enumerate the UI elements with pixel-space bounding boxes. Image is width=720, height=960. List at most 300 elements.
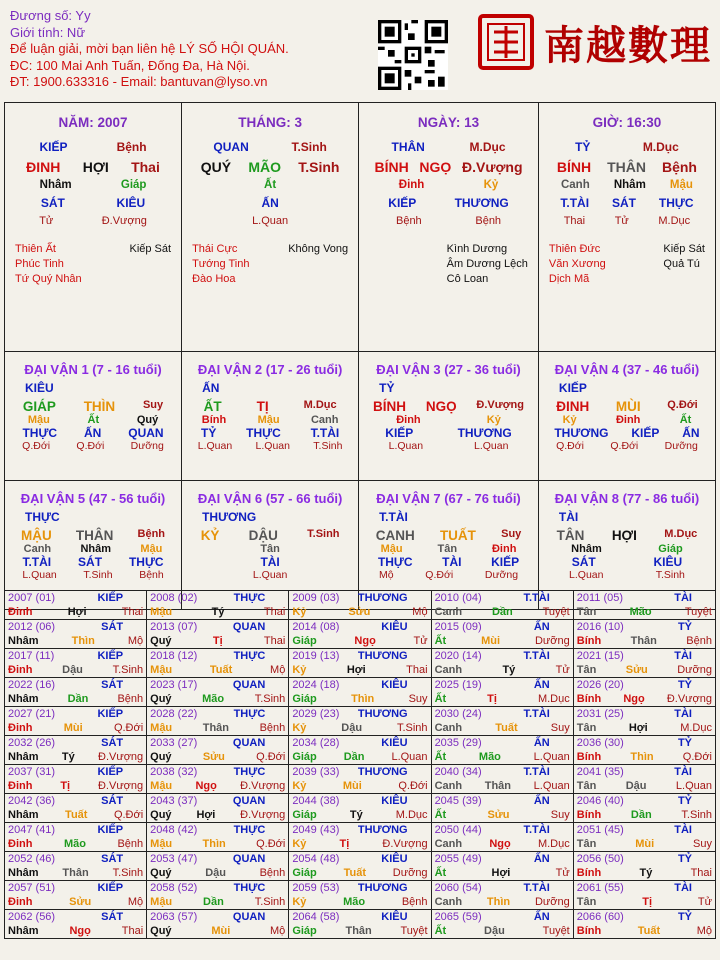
- year-god: THƯƠNG: [357, 824, 408, 836]
- year-god: KIẾP: [97, 824, 124, 836]
- year-branch: Mùi: [211, 925, 231, 937]
- year-god: THƯƠNG: [357, 708, 408, 720]
- year-label: 2011 (05): [576, 592, 624, 604]
- year-label: 2017 (11): [8, 650, 55, 662]
- dai-van-4: [538, 352, 715, 481]
- year-cell: [431, 707, 573, 736]
- pillar-hidden: [539, 176, 715, 194]
- owner-name: Đương số: Yy: [10, 8, 91, 23]
- year-line-1: [577, 910, 712, 924]
- year-stem: Kỷ: [292, 780, 307, 792]
- year-cell: [573, 707, 715, 736]
- year-god: TỶ: [677, 795, 692, 807]
- year-stage: T.Sinh: [112, 867, 144, 879]
- dai-van-can-chi: [539, 399, 715, 414]
- pillar-stages-cell: L.Quan: [252, 215, 289, 227]
- pillar-0: [5, 103, 182, 352]
- year-label: 2039 (33): [292, 766, 340, 778]
- year-god: SÁT: [101, 853, 124, 865]
- pillar-hidden-cell: Nhâm: [613, 179, 646, 191]
- dai-van-hidden: [359, 543, 538, 555]
- year-cell: [431, 678, 573, 707]
- year-cell: [573, 736, 715, 765]
- pillar-hidden-gods: [539, 194, 715, 212]
- year-branch: Ngọ: [354, 635, 376, 647]
- year-god: KIẾP: [97, 882, 124, 894]
- year-label: 2022 (16): [8, 679, 56, 691]
- pillar-can-chi-cell: NGỌ: [419, 159, 452, 175]
- year-label: 2065 (59): [434, 911, 482, 923]
- year-stage: M.Dục: [395, 809, 428, 821]
- year-stem: Bính: [576, 809, 602, 821]
- year-stage: Thai: [121, 925, 144, 937]
- gender: Giới tính: Nữ: [10, 24, 86, 40]
- year-stage: Bệnh: [117, 838, 144, 850]
- year-stem: Nhâm: [8, 751, 39, 763]
- year-label: 2025 (19): [434, 679, 482, 691]
- year-label: 2023 (17): [150, 679, 198, 691]
- pillar-hidden-cell: Mậu: [669, 179, 693, 191]
- hidden-stem: Tân: [260, 543, 280, 555]
- year-line-1: [435, 823, 570, 837]
- can: KỶ: [200, 528, 220, 543]
- pillar-hidden-cell: Ất: [264, 179, 277, 191]
- pillar-can-chi-cell: THÂN: [607, 159, 646, 175]
- year-cell: [147, 823, 289, 852]
- year-god: THỰC: [233, 824, 266, 836]
- year-stage: Q.Đới: [113, 809, 144, 821]
- year-god: T.TÀI: [523, 592, 550, 604]
- year-line-1: [577, 678, 712, 692]
- year-god: KIÊU: [381, 621, 408, 633]
- year-stem: Mậu: [150, 722, 173, 734]
- year-line-2: [577, 605, 712, 619]
- pillar-hidden-cell: Canh: [560, 179, 590, 191]
- pillar-stages: [182, 212, 358, 230]
- year-cell: [573, 765, 715, 794]
- year-label: 2021 (15): [576, 650, 624, 662]
- dai-van-1: [5, 352, 182, 481]
- year-line-2: [435, 721, 570, 735]
- year-god: KIẾP: [97, 766, 124, 778]
- pillar-stages-cell: Đ.Vượng: [101, 215, 147, 227]
- year-line-2: [577, 924, 712, 938]
- year-cell: [147, 794, 289, 823]
- stage: Q.Đới: [76, 440, 105, 452]
- dai-van-hidden: [359, 414, 538, 426]
- year-branch: Tý: [349, 809, 363, 821]
- pillar-top: [182, 138, 358, 156]
- year-line-1: [8, 649, 143, 663]
- dai-van-can-chi: [5, 399, 181, 414]
- year-line-2: [577, 895, 712, 909]
- year-god: ẤN: [533, 737, 550, 749]
- year-line-1: [150, 881, 285, 895]
- year-branch: Hợi: [491, 867, 511, 879]
- pillar-hidden-cell: Giáp: [120, 179, 147, 191]
- year-stage: Thai: [263, 635, 286, 647]
- year-line-2: [577, 779, 712, 793]
- hidden-stem: Quý: [136, 414, 159, 426]
- year-stem: Nhâm: [8, 693, 39, 705]
- annual-luck-table: [4, 590, 716, 939]
- dai-van-hidden: [182, 543, 358, 555]
- stars-left: [192, 242, 249, 287]
- year-line-2: [8, 750, 143, 764]
- year-line-1: [577, 591, 712, 605]
- year-label: 2027 (21): [8, 708, 56, 720]
- year-line-2: [8, 837, 143, 851]
- year-line-2: [150, 750, 285, 764]
- year-god: TÀI: [674, 650, 692, 662]
- year-branch: Tị: [60, 780, 71, 792]
- dai-van-gods: [359, 426, 538, 440]
- year-branch: Dần: [630, 809, 652, 821]
- year-branch: Hợi: [67, 606, 87, 618]
- dai-van-title: ĐẠI VẬN 1 (7 - 16 tuổi): [24, 362, 162, 377]
- star: Đào Hoa: [192, 273, 236, 285]
- pillar-hidden-cell: Kỷ: [483, 179, 499, 191]
- qr-code-icon[interactable]: [378, 20, 448, 90]
- year-line-1: [577, 649, 712, 663]
- year-branch: Hợi: [196, 809, 216, 821]
- year-branch: Tuất: [209, 664, 233, 676]
- pillar-can-chi-cell: BÍNH: [556, 159, 592, 175]
- pillar-stars: [539, 230, 715, 287]
- can: ẤT: [203, 399, 222, 414]
- year-god: TÀI: [674, 766, 692, 778]
- year-line-2: [8, 895, 143, 909]
- year-line-2: [292, 808, 427, 822]
- year-cell: [573, 649, 715, 678]
- year-cell: [289, 823, 431, 852]
- year-stage: T.Sinh: [396, 722, 428, 734]
- pillar-hidden-gods-cell: ẤN: [261, 196, 279, 210]
- star: Kiếp Sát: [663, 243, 705, 255]
- year-stage: Mộ: [270, 925, 286, 937]
- year-cell: [431, 649, 573, 678]
- dai-van-title: ĐẠI VẬN 4 (37 - 46 tuổi): [554, 362, 700, 377]
- year-stem: Đinh: [8, 838, 33, 850]
- hidden-stem: Mậu: [380, 543, 403, 555]
- year-stem: Kỷ: [292, 722, 307, 734]
- year-branch: Dần: [491, 606, 513, 618]
- stage: Q.Đới: [425, 569, 454, 581]
- year-line-1: [292, 910, 427, 924]
- year-god: KIÊU: [381, 853, 408, 865]
- year-stem: Tân: [576, 896, 597, 908]
- year-god: TỶ: [677, 621, 692, 633]
- year-cell: [147, 649, 289, 678]
- year-cell: [289, 649, 431, 678]
- stars-right: [288, 242, 348, 287]
- year-line-1: [435, 678, 570, 692]
- dai-van-title: ĐẠI VẬN 5 (47 - 56 tuổi): [20, 491, 166, 506]
- year-label: 2032 (26): [8, 737, 56, 749]
- year-stem: Canh: [434, 896, 463, 908]
- year-cell: [5, 765, 147, 794]
- hidden-god: KIẾP: [385, 426, 414, 440]
- pillar-hidden: [182, 176, 358, 194]
- year-stage: Mộ: [127, 635, 144, 647]
- pillar-hidden-cell: Nhâm: [39, 179, 72, 191]
- dai-van-stages: [359, 569, 538, 581]
- year-cell: [147, 765, 289, 794]
- dai-van-gods: [5, 426, 181, 440]
- year-god: KIẾP: [97, 592, 124, 604]
- hidden-stem: Mậu: [257, 414, 280, 426]
- pillar-title: GIỜ: 16:30: [592, 115, 662, 130]
- year-label: 2019 (13): [292, 650, 340, 662]
- year-stem: Tân: [576, 780, 597, 792]
- year-line-2: [577, 750, 712, 764]
- year-god: TÀI: [674, 592, 692, 604]
- year-line-2: [150, 808, 285, 822]
- year-label: 2026 (20): [576, 679, 624, 691]
- year-label: 2020 (14): [434, 650, 482, 662]
- year-line-1: [8, 852, 143, 866]
- pillar-box: [182, 115, 358, 351]
- year-label: 2051 (45): [576, 824, 624, 836]
- year-god: TÀI: [674, 708, 692, 720]
- year-cell: [289, 736, 431, 765]
- year-god: THƯƠNG: [357, 882, 408, 894]
- year-cell: [289, 765, 431, 794]
- year-label: 2046 (40): [576, 795, 624, 807]
- stage: Suy: [501, 528, 522, 540]
- pillar-stages: [539, 212, 715, 230]
- year-line-1: [577, 620, 712, 634]
- year-stem: Giáp: [292, 809, 317, 821]
- year-god: T.TÀI: [523, 650, 550, 662]
- year-stage: L.Quan: [391, 751, 428, 763]
- year-stage: Tuyệt: [684, 606, 712, 618]
- year-stage: T.Sinh: [681, 809, 712, 821]
- hidden-god: SÁT: [571, 555, 596, 569]
- can: CANH: [375, 528, 415, 543]
- star: Dịch Mã: [548, 273, 590, 285]
- year-stage: Bệnh: [259, 722, 286, 734]
- hidden-god: THỰC: [128, 555, 164, 569]
- stage: L.Quan: [388, 440, 424, 452]
- year-stem: Nhâm: [8, 635, 39, 647]
- year-cell: [147, 881, 289, 910]
- pillar-hidden: [359, 176, 538, 194]
- pillar-hidden-gods: [182, 194, 358, 212]
- year-stage: Tuyệt: [542, 925, 570, 937]
- year-branch: Thân: [202, 722, 230, 734]
- stage: Bệnh: [137, 528, 166, 540]
- dai-van-title: ĐẠI VẬN 3 (27 - 36 tuổi): [376, 362, 521, 377]
- year-stage: Đ.Vượng: [240, 780, 286, 792]
- pillar-hidden-gods: [359, 194, 538, 212]
- hidden-god: ẤN: [84, 426, 102, 440]
- year-stage: T.Sinh: [254, 896, 286, 908]
- hidden-stem: Giáp: [658, 543, 683, 555]
- year-stage: Dưỡng: [392, 867, 428, 879]
- dai-van-title: ĐẠI VẬN 8 (77 - 86 tuổi): [554, 491, 700, 506]
- hidden-stem: Canh: [310, 414, 339, 426]
- year-branch: Thân: [484, 780, 511, 792]
- year-line-1: [292, 794, 427, 808]
- pillar-hidden-gods-cell: THỰC: [658, 196, 694, 210]
- year-branch: Dậu: [205, 867, 226, 879]
- year-cell: [5, 881, 147, 910]
- year-god: KIÊU: [381, 795, 408, 807]
- year-cell: [431, 591, 573, 620]
- year-branch: Dậu: [484, 925, 505, 937]
- year-line-1: [435, 707, 570, 721]
- year-line-1: [292, 591, 427, 605]
- year-line-2: [435, 837, 570, 851]
- year-branch: Thân: [630, 635, 657, 647]
- stage: Đ.Vượng: [476, 399, 524, 411]
- stage: Q.Đới: [610, 440, 639, 452]
- chi: TUẤT: [439, 528, 476, 543]
- pillar-stages: [359, 212, 538, 230]
- year-cell: [289, 591, 431, 620]
- year-stage: Thai: [121, 606, 144, 618]
- dai-van-box: [182, 362, 358, 480]
- year-stem: Kỷ: [292, 606, 307, 618]
- pillar-hidden-gods-cell: T.TÀI: [560, 196, 590, 210]
- can: BÍNH: [373, 399, 407, 414]
- year-stem: Kỷ: [292, 838, 307, 850]
- pillar-can-chi-cell: QUÝ: [200, 159, 232, 175]
- dai-van-hidden: [539, 414, 715, 426]
- dai-van-gods: [5, 555, 181, 569]
- year-stage: Đ.Vượng: [382, 838, 428, 850]
- year-stem: Ất: [434, 867, 447, 879]
- year-cell: [431, 736, 573, 765]
- hidden-god: SÁT: [78, 555, 103, 569]
- stage: T.Sinh: [655, 569, 685, 581]
- hidden-stem: Mậu: [140, 543, 163, 555]
- year-line-1: [292, 823, 427, 837]
- year-line-1: [435, 649, 570, 663]
- year-cell: [573, 852, 715, 881]
- year-stem: Giáp: [292, 925, 317, 937]
- year-line-1: [435, 910, 570, 924]
- chi: MÙI: [615, 399, 641, 414]
- stage: L.Quan: [22, 569, 57, 581]
- year-line-1: [292, 707, 427, 721]
- chi: NGỌ: [425, 399, 457, 414]
- year-label: 2064 (58): [292, 911, 340, 923]
- pillar-top-cell: KIẾP: [39, 140, 68, 154]
- year-cell: [573, 591, 715, 620]
- pillar-stages-cell: Tử: [39, 215, 54, 227]
- year-line-1: [292, 765, 427, 779]
- year-god: QUAN: [232, 737, 266, 749]
- hidden-stem: Kỷ: [562, 414, 577, 426]
- year-label: 2060 (54): [434, 882, 482, 894]
- stars-right: [447, 242, 528, 287]
- year-branch: Tị: [212, 635, 223, 647]
- dai-van-can-chi: [182, 399, 358, 414]
- year-god: THƯƠNG: [357, 592, 408, 604]
- year-label: 2056 (50): [576, 853, 624, 865]
- year-stage: M.Dục: [537, 693, 570, 705]
- year-stem: Bính: [576, 925, 602, 937]
- year-branch: Ngọ: [69, 925, 91, 937]
- pillar-stars: [359, 230, 538, 287]
- stars-right: [129, 242, 171, 287]
- year-cell: [431, 823, 573, 852]
- year-label: 2034 (28): [292, 737, 340, 749]
- contact-notice: Để luận giải, mời bạn liên hệ LÝ SỐ HỘI QUÁN.: [10, 41, 289, 56]
- year-branch: Mùi: [481, 635, 501, 647]
- year-label: 2035 (29): [434, 737, 482, 749]
- year-line-2: [8, 605, 143, 619]
- star: Cô Loan: [446, 273, 489, 285]
- year-god: THỰC: [233, 708, 266, 720]
- year-stage: Thai: [406, 664, 428, 676]
- year-line-2: [8, 779, 143, 793]
- year-line-1: [435, 620, 570, 634]
- year-stage: Q.Đới: [256, 751, 286, 763]
- year-label: 2031 (25): [576, 708, 624, 720]
- year-line-2: [435, 663, 570, 677]
- phone-email[interactable]: ĐT: 1900.633316 - Email: bantuvan@lyso.vn: [10, 74, 268, 89]
- year-branch: Mão: [629, 606, 652, 618]
- pillar-title: THÁNG: 3: [238, 115, 302, 130]
- stage: Mộ: [379, 569, 394, 581]
- pillar-top: [359, 138, 538, 156]
- dai-van-box: [5, 362, 181, 480]
- year-god: QUAN: [232, 911, 266, 923]
- hidden-stem: Bính: [201, 414, 227, 426]
- pillar-can-chi-cell: MÃO: [248, 159, 281, 175]
- year-god: T.TÀI: [523, 882, 550, 894]
- pillar-can-chi-cell: Thai: [131, 159, 160, 175]
- dai-van-title: ĐẠI VẬN 6 (57 - 66 tuổi): [197, 491, 343, 506]
- year-branch: Mùi: [635, 838, 655, 850]
- year-line-1: [435, 591, 570, 605]
- year-line-2: [435, 634, 570, 648]
- year-stem: Canh: [434, 838, 463, 850]
- year-cell: [5, 823, 147, 852]
- year-god: T.TÀI: [523, 708, 550, 720]
- year-stage: Mộ: [270, 664, 286, 676]
- year-cell: [5, 591, 147, 620]
- year-line-1: [577, 765, 712, 779]
- year-line-1: [292, 620, 427, 634]
- year-line-2: [8, 663, 143, 677]
- year-god: SÁT: [101, 737, 124, 749]
- year-stem: Canh: [434, 606, 463, 618]
- year-branch: Dần: [343, 751, 365, 763]
- stage: L.Quan: [197, 440, 233, 452]
- hidden-god: THƯƠNG: [457, 426, 512, 440]
- hidden-stem: Mậu: [27, 414, 50, 426]
- year-stem: Quý: [150, 693, 172, 705]
- pillar-top-cell: M.Dục: [469, 140, 506, 154]
- year-god: KIÊU: [381, 679, 408, 691]
- stage: Dưỡng: [484, 569, 519, 581]
- year-cell: [573, 881, 715, 910]
- year-stage: T.Sinh: [112, 664, 144, 676]
- hidden-stem: Ất: [87, 414, 100, 426]
- year-line-2: [292, 663, 427, 677]
- year-line-2: [292, 866, 427, 880]
- hidden-stem: Đinh: [491, 543, 517, 555]
- pillar-box: [359, 115, 538, 351]
- year-stem: Tân: [576, 606, 597, 618]
- dai-van-hidden: [182, 414, 358, 426]
- year-line-1: [8, 736, 143, 750]
- year-stage: Đ.Vượng: [97, 780, 144, 792]
